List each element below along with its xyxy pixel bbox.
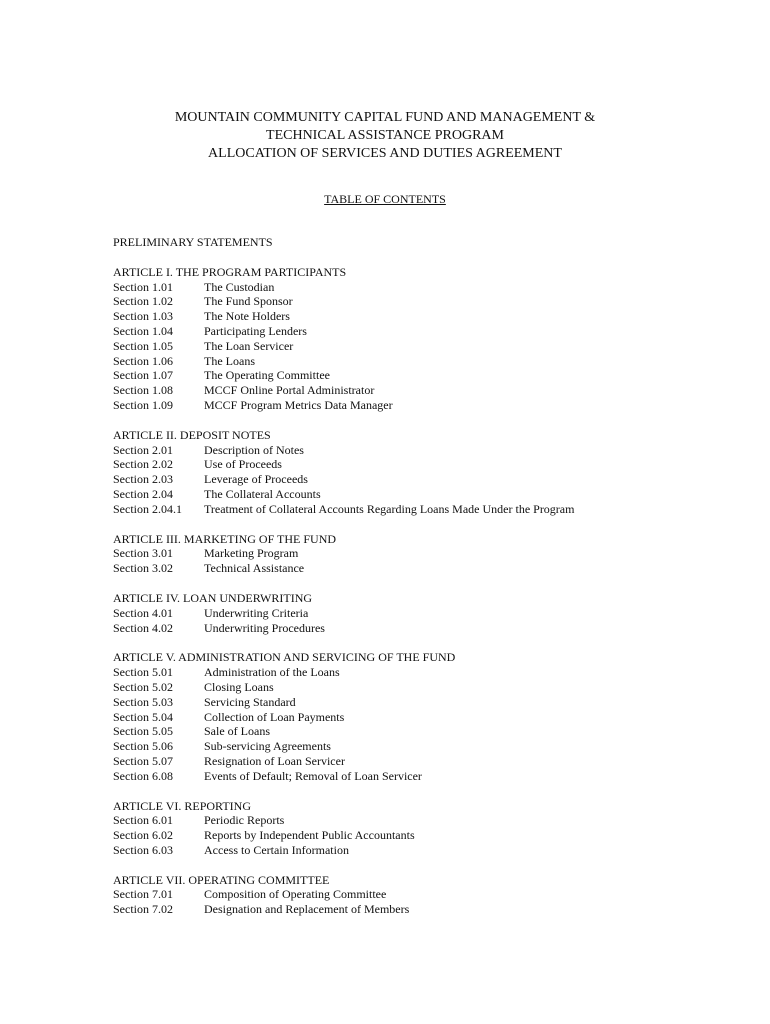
toc-entry <box>113 502 733 517</box>
section-title: The Fund Sponsor <box>204 294 293 309</box>
section-number: Section 5.07 <box>113 753 173 768</box>
toc-entry <box>113 546 733 561</box>
section-number: Section 2.01 <box>113 442 173 457</box>
toc-entry <box>113 813 733 828</box>
section-number: Section 4.01 <box>113 605 173 620</box>
toc-entry <box>113 606 733 621</box>
toc-heading-text: TABLE OF CONTENTS <box>324 192 446 206</box>
section-title: The Loans <box>204 353 255 368</box>
toc-entry <box>113 324 733 339</box>
section-title: Servicing Standard <box>204 694 296 709</box>
section-number: Section 1.08 <box>113 383 173 398</box>
toc-entry <box>113 843 733 858</box>
section-title: Periodic Reports <box>204 813 285 828</box>
toc-entry <box>113 902 733 917</box>
toc-entry <box>113 887 733 902</box>
section-number: Section 2.02 <box>113 457 173 472</box>
section-number: Section 5.06 <box>113 739 173 754</box>
toc-entry <box>113 472 733 487</box>
article-list <box>113 265 733 917</box>
section-number: Section 6.02 <box>113 828 173 843</box>
section-number: Section 2.04.1 <box>113 501 182 516</box>
toc-entry <box>113 383 733 398</box>
title-line: ALLOCATION OF SERVICES AND DUTIES AGREEMENT <box>208 146 562 161</box>
section-number: Section 5.02 <box>113 679 173 694</box>
toc-entry <box>113 280 733 295</box>
toc-entry <box>113 339 733 354</box>
toc-entry <box>113 739 733 754</box>
section-title: MCCF Program Metrics Data Manager <box>204 397 393 412</box>
section-number: Section 2.04 <box>113 486 173 501</box>
section-number: Section 1.06 <box>113 353 173 368</box>
section-title: The Note Holders <box>204 309 290 324</box>
section-title: Composition of Operating Committee <box>204 887 387 902</box>
section-title: Marketing Program <box>204 546 299 561</box>
article-title: ARTICLE VII. OPERATING COMMITTEE <box>113 872 330 887</box>
article-block <box>113 532 733 576</box>
article-block <box>113 650 733 783</box>
section-number: Section 6.08 <box>113 768 173 783</box>
section-title: Treatment of Collateral Accounts Regarding Loans Made Under the Program <box>204 501 575 516</box>
toc-entry <box>113 828 733 843</box>
section-number: Section 1.05 <box>113 338 173 353</box>
section-title: MCCF Online Portal Administrator <box>204 383 375 398</box>
section-number: Section 1.07 <box>113 368 173 383</box>
section-number: Section 1.02 <box>113 294 173 309</box>
section-title: Events of Default; Removal of Loan Servicer <box>204 768 422 783</box>
section-number: Section 4.02 <box>113 620 173 635</box>
section-number: Section 7.02 <box>113 902 173 917</box>
toc-entry <box>113 294 733 309</box>
section-title: The Custodian <box>204 279 275 294</box>
toc-entry <box>113 769 733 784</box>
section-title: Use of Proceeds <box>204 457 282 472</box>
section-number: Section 5.03 <box>113 694 173 709</box>
toc-entry <box>113 457 733 472</box>
toc-body <box>113 235 733 932</box>
preliminary-statements: PRELIMINARY STATEMENTS <box>113 235 273 249</box>
toc-entry <box>113 724 733 739</box>
toc-entry <box>113 309 733 324</box>
section-title: Designation and Replacement of Members <box>204 902 410 917</box>
toc-entry <box>113 354 733 369</box>
section-number: Section 5.01 <box>113 665 173 680</box>
section-title: Closing Loans <box>204 679 274 694</box>
toc-heading <box>0 192 770 207</box>
section-number: Section 2.03 <box>113 472 173 487</box>
section-title: Sale of Loans <box>204 724 270 739</box>
article-title: ARTICLE VI. REPORTING <box>113 798 251 813</box>
article-block <box>113 873 733 917</box>
section-title: Reports by Independent Public Accountants <box>204 828 415 843</box>
toc-entry <box>113 398 733 413</box>
toc-entry <box>113 561 733 576</box>
section-title: Access to Certain Information <box>204 842 349 857</box>
toc-entry <box>113 443 733 458</box>
section-number: Section 6.03 <box>113 842 173 857</box>
toc-entry <box>113 665 733 680</box>
article-title: ARTICLE II. DEPOSIT NOTES <box>113 427 271 442</box>
section-number: Section 1.03 <box>113 309 173 324</box>
article-title: ARTICLE III. MARKETING OF THE FUND <box>113 531 337 546</box>
section-title: Collection of Loan Payments <box>204 709 345 724</box>
section-number: Section 3.02 <box>113 561 173 576</box>
section-title: Participating Lenders <box>204 323 307 338</box>
section-number: Section 6.01 <box>113 813 173 828</box>
section-number: Section 1.01 <box>113 279 173 294</box>
section-title: Resignation of Loan Servicer <box>204 753 345 768</box>
section-number: Section 5.04 <box>113 709 173 724</box>
section-title: The Operating Committee <box>204 368 330 383</box>
article-block <box>113 428 733 517</box>
article-title: ARTICLE IV. LOAN UNDERWRITING <box>113 590 313 605</box>
document-title <box>0 109 770 163</box>
section-title: The Loan Servicer <box>204 338 294 353</box>
section-number: Section 1.04 <box>113 323 173 338</box>
section-title: Description of Notes <box>204 442 304 457</box>
toc-entry <box>113 754 733 769</box>
article-title: ARTICLE V. ADMINISTRATION AND SERVICING OF THE FUND <box>113 650 456 665</box>
section-title: Administration of the Loans <box>204 665 340 680</box>
section-title: Underwriting Procedures <box>204 620 325 635</box>
section-title: The Collateral Accounts <box>204 486 321 501</box>
article-block <box>113 799 733 858</box>
section-number: Section 7.01 <box>113 887 173 902</box>
toc-entry <box>113 368 733 383</box>
section-number: Section 3.01 <box>113 546 173 561</box>
section-title: Underwriting Criteria <box>204 605 309 620</box>
section-title: Sub-servicing Agreements <box>204 739 331 754</box>
section-number: Section 1.09 <box>113 397 173 412</box>
toc-entry <box>113 695 733 710</box>
toc-entry <box>113 621 733 636</box>
section-number: Section 5.05 <box>113 724 173 739</box>
toc-entry <box>113 487 733 502</box>
toc-entry <box>113 710 733 725</box>
section-title: Technical Assistance <box>204 561 305 576</box>
article-title: ARTICLE I. THE PROGRAM PARTICIPANTS <box>113 264 347 279</box>
article-block <box>113 591 733 635</box>
title-line: TECHNICAL ASSISTANCE PROGRAM <box>266 128 504 143</box>
article-block <box>113 265 733 413</box>
title-line: MOUNTAIN COMMUNITY CAPITAL FUND AND MANAGEMENT & <box>174 110 596 125</box>
section-title: Leverage of Proceeds <box>204 472 308 487</box>
toc-entry <box>113 680 733 695</box>
